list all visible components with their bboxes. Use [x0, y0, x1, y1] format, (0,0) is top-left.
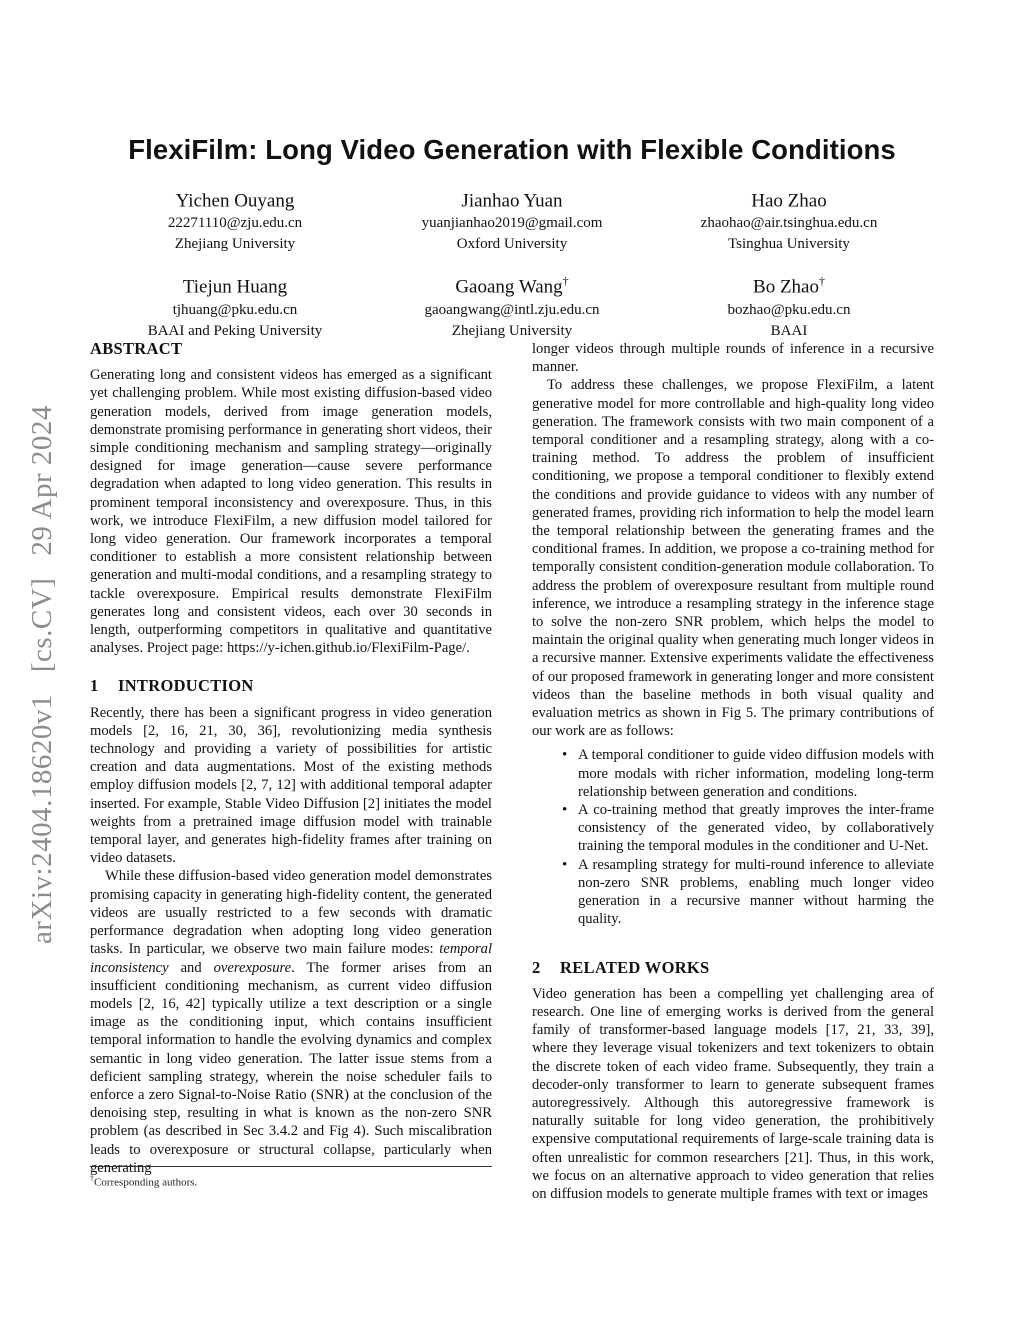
author-affiliation: BAAI and Peking University: [147, 322, 323, 339]
emphasis-term: temporal inconsistency: [90, 941, 492, 976]
emphasis-term: overexposure: [213, 959, 292, 976]
author-email: zhaohao@air.tsinghua.edu.cn: [700, 215, 878, 232]
footnote-mark: †: [90, 1174, 94, 1183]
author-affiliation: BAAI: [770, 322, 808, 339]
author-email: tjhuang@pku.edu.cn: [172, 301, 298, 318]
footnote: [90, 1174, 197, 1189]
author-block: [100, 183, 924, 356]
section-number: 2: [532, 957, 541, 977]
left-column: [90, 340, 492, 1177]
author-card: [100, 183, 370, 255]
author-row-1: [100, 183, 924, 255]
author-email: yuanjianhao2019@gmail.com: [421, 215, 603, 232]
list-item: • A resampling strategy for multi-round inference to alleviate non-zero SNR problems, enabling much longer video generation in a recursive manner without harming the quality.: [578, 856, 934, 929]
section-number: 1: [90, 676, 99, 696]
abstract-heading: ABSTRACT: [90, 339, 183, 358]
related-paragraph: Video generation has been a compelling yet challenging area of research. One line of emerging works is derived from the general family of transformer-based language models [17, 21, 33, 39], where they leverage visual tokenizers and text tokenizers to obtain the discrete token of each video frame. Subsequently, they train a decoder-only transformer to learn to generate subsequent frames autoregressively. Although this autoregressive framework is naturally suitable for long video generation, the prohibitively expensive computational requirements of large-scale training data is often unrealistic for common researchers [21]. Thus, in this work, we focus on an alternative approach to video generation that relies on diffusion models to generate multiple frames with text or images: [532, 985, 934, 1202]
paper-title: FlexiFilm: Long Video Generation with Flexible Conditions: [128, 134, 896, 165]
author-affiliation: Tsinghua University: [728, 236, 850, 253]
arxiv-category: [cs.CV]: [26, 577, 58, 673]
section-heading-related-works: [532, 959, 934, 977]
author-name: Bo Zhao†: [753, 274, 825, 298]
arxiv-date: 29 Apr 2024: [26, 405, 58, 556]
author-card: [377, 183, 647, 255]
author-name: Tiejun Huang: [182, 276, 288, 298]
intro-paragraph: To address these challenges, we propose FlexiFilm, a latent generative model for more controllable and high-quality long video generation. The framework consists with two main component of a temporal conditioner and a resampling strategy, along with a co-training method. To address the problem of insufficient conditioning, we propose a temporal conditioner to flexibly extend the conditions and provide guidance to videos with any number of generated frames, providing rich information to help the model learn the temporal relationship between the generating frames and the conditional frames. In addition, we propose a co-training method for temporally consistent condition-generation module collaboration. To address the problem of overexposure resultant from multiple round inference, we introduce a resampling strategy in the inference stage to solve the non-zero SNR problem, which helps the model to maintain the original quality when generating much longer videos in a recursive manner. Extensive experiments validate the effectiveness of our proposed framework in generating longer and more consistent videos than the baseline methods in both visual quality and evaluation metrics as shown in Fig 5. The primary contributions of our work are as follows:: [532, 377, 934, 740]
section-heading-introduction: [90, 677, 492, 695]
author-name: Gaoang Wang†: [455, 274, 569, 298]
author-affiliation: Zhejiang University: [451, 322, 573, 339]
author-affiliation: Zhejiang University: [174, 236, 296, 253]
section-title: RELATED WORKS: [560, 957, 710, 977]
arxiv-identifier-stamp: [26, 344, 59, 944]
author-name: Yichen Ouyang: [175, 190, 295, 212]
footnote-divider: [90, 1166, 492, 1167]
list-item: • A temporal conditioner to guide video diffusion models with more modals with richer information, modeling long-term relationship between generation and conditions.: [578, 746, 934, 801]
contributions-list: [532, 746, 934, 928]
author-affiliation: Oxford University: [456, 236, 568, 253]
intro-paragraph: longer videos through multiple rounds of inference in a recursive manner.: [532, 341, 934, 376]
author-email: gaoangwang@intl.zju.edu.cn: [424, 301, 600, 318]
author-name: Jianhao Yuan: [461, 190, 563, 212]
intro-paragraph: While these diffusion-based video generation model demonstrates promising capacity in generating high-fidelity content, the generated videos are usually restricted to a few seconds with dramatic performance degradation when adopting long video generation tasks. In particular, we observe two main failure modes: temporal inconsistency and overexposure. The former arises from an insufficient conditioning mechanism, as current video diffusion models [2, 16, 42] typically utilize a text description or a single image as the conditioning input, which contains insufficient temporal information to handle the evolving dynamics and complex semantic in long video generation. The latter issue stems from a deficient sampling strategy, wherein the noise scheduler fails to enforce a zero Signal-to-Noise Ratio (SNR) at the conclusion of the denoising step, resulting in what is known as the non-zero SNR problem (as described in Sec 3.4.2 and Fig 4). Such miscalibration leads to overexposure or structural collapse, particularly when generating: [90, 868, 492, 1176]
author-email: bozhao@pku.edu.cn: [727, 301, 851, 318]
right-column: [532, 340, 934, 1203]
intro-paragraph: Recently, there has been a significant progress in video generation models [2, 16, 21, 30, 36], revolutionizing media synthesis technology and providing a variety of possibilities for artistic creation and data augmentations. Most of the existing methods employ diffusion models [2, 7, 12] with additional temporal adapter inserted. For example, Stable Video Diffusion [2] initiates the model weights from a pretrained image diffusion model with trainable temporal layer, and generates high-fidelity frames after training on video datasets.: [90, 704, 492, 867]
author-card: [654, 183, 924, 255]
arxiv-id: arXiv:2404.18620v1: [26, 694, 58, 944]
author-card: [654, 269, 924, 341]
author-name: Hao Zhao: [751, 190, 827, 212]
list-item: • A co-training method that greatly improves the inter-frame consistency of the generated video, by collaboratively training the temporal modules in the conditioner and U-Net.: [578, 801, 934, 856]
author-row-2: [100, 269, 924, 341]
footnote-text: Corresponding authors.: [94, 1176, 198, 1189]
author-card: [377, 269, 647, 341]
section-title: INTRODUCTION: [118, 676, 254, 696]
author-email: 22271110@zju.edu.cn: [167, 215, 303, 232]
author-card: [100, 269, 370, 341]
abstract-text: Generating long and consistent videos has emerged as a significant yet challenging problem. While most existing diffusion-based video generation models, derived from image generation models, demonstrate promising performance in generating short videos, their simple conditioning mechanism and sampling strategy—originally designed for image generation—cause severe performance degradation when adapted to long video generation. This results in prominent temporal inconsistency and overexposure. Thus, in this work, we introduce FlexiFilm, a new diffusion model tailored for long video generation. Our framework incorporates a temporal conditioner to establish a more consistent relationship between generation and multi-modal conditions, and a resampling strategy to tackle overexposure. Empirical results demonstrate FlexiFilm generates long and consistent videos, each over 30 seconds in length, outperforming competitors in qualitative and quantitative analyses. Project page: https://y-ichen.github.io/FlexiFilm-Page/.: [90, 367, 492, 657]
